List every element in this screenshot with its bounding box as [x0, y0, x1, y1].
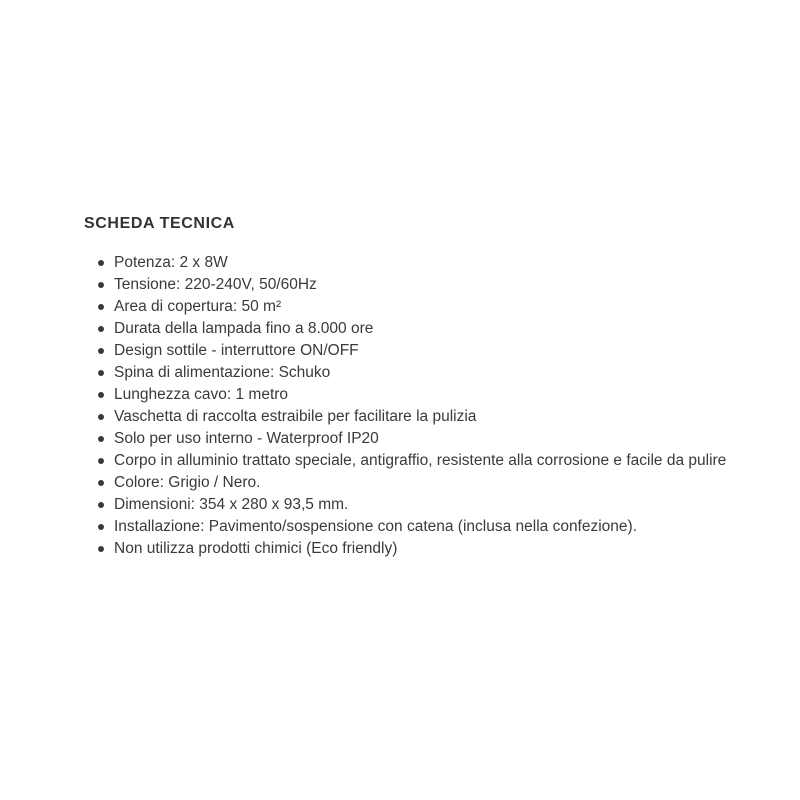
- spec-item-lamp-life: [84, 318, 734, 340]
- spec-item-text: Solo per uso interno - Waterproof IP20: [114, 430, 379, 447]
- bullet-icon: [98, 546, 104, 552]
- spec-item-body: [84, 450, 734, 472]
- spec-item-color: [84, 472, 734, 494]
- spec-item-text: Corpo in alluminio trattato speciale, antigraffio, resistente alla corrosione e facile da pulire: [114, 452, 727, 469]
- bullet-icon: [98, 370, 104, 376]
- spec-item-text: Tensione: 220-240V, 50/60Hz: [114, 276, 317, 293]
- bullet-icon: [98, 348, 104, 354]
- bullet-icon: [98, 502, 104, 508]
- spec-item-coverage-area: [84, 296, 734, 318]
- spec-item-text: Dimensioni: 354 x 280 x 93,5 mm.: [114, 496, 349, 513]
- bullet-icon: [98, 282, 104, 288]
- spec-item-text: Potenza: 2 x 8W: [114, 254, 228, 271]
- spec-item-text: Area di copertura: 50 m²: [114, 298, 282, 315]
- spec-item-design: [84, 340, 734, 362]
- spec-item-text: Durata della lampada fino a 8.000 ore: [114, 320, 374, 337]
- spec-item-text: Design sottile - interruttore ON/OFF: [114, 342, 359, 359]
- spec-sheet: [84, 213, 734, 560]
- spec-item-power: [84, 252, 734, 274]
- bullet-icon: [98, 458, 104, 464]
- spec-item-text: Installazione: Pavimento/sospensione con catena (inclusa nella confezione).: [114, 518, 638, 535]
- spec-item-indoor-use: [84, 428, 734, 450]
- spec-item-text: Spina di alimentazione: Schuko: [114, 364, 331, 381]
- spec-item-text: Colore: Grigio / Nero.: [114, 474, 261, 491]
- spec-item-installation: [84, 516, 734, 538]
- spec-item-cable-length: [84, 384, 734, 406]
- spec-item-dimensions: [84, 494, 734, 516]
- spec-item-text: Vaschetta di raccolta estraibile per facilitare la pulizia: [114, 408, 477, 425]
- spec-item-collection-tray: [84, 406, 734, 428]
- bullet-icon: [98, 524, 104, 530]
- bullet-icon: [98, 326, 104, 332]
- bullet-icon: [98, 392, 104, 398]
- spec-item-plug: [84, 362, 734, 384]
- bullet-icon: [98, 480, 104, 486]
- bullet-icon: [98, 304, 104, 310]
- spec-list: [84, 252, 734, 560]
- spec-item-text: Non utilizza prodotti chimici (Eco friendly): [114, 540, 398, 557]
- bullet-icon: [98, 414, 104, 420]
- spec-sheet-title: SCHEDA TECNICA: [84, 215, 235, 232]
- spec-item-text: Lunghezza cavo: 1 metro: [114, 386, 289, 403]
- bullet-icon: [98, 260, 104, 266]
- bullet-icon: [98, 436, 104, 442]
- spec-item-eco-friendly: [84, 538, 734, 560]
- spec-item-voltage: [84, 274, 734, 296]
